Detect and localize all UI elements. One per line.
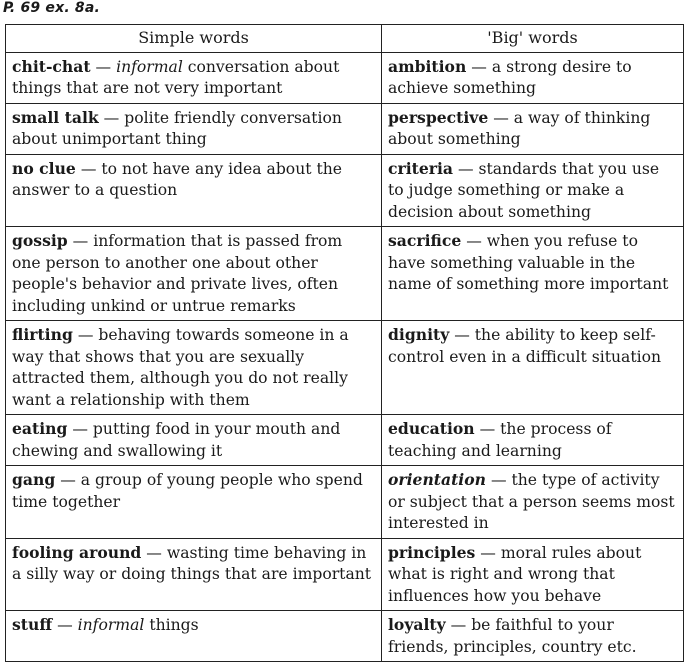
table-header-row xyxy=(6,25,684,53)
separator: — xyxy=(475,543,501,562)
simple-term: gang xyxy=(12,470,56,489)
big-term: loyalty xyxy=(388,615,446,634)
definition-text: a strong desire to achieve something xyxy=(388,57,632,97)
definition-text: the ability to keep self-control even in a difficult situation xyxy=(388,326,662,366)
separator: — xyxy=(75,159,102,178)
definition-text: a way of thinking about something xyxy=(388,108,651,148)
table-row xyxy=(6,321,684,415)
separator: — xyxy=(453,159,479,178)
big-term: dignity xyxy=(388,325,450,344)
separator: — xyxy=(485,471,512,489)
big-word-cell xyxy=(382,227,684,321)
definition-text: the process of teaching and learning xyxy=(388,420,612,460)
big-term: orientation xyxy=(388,470,486,489)
big-term: criteria xyxy=(388,158,454,178)
definition-text: the type of activity or subject that a person seems most interested in xyxy=(388,471,675,532)
simple-word-cell xyxy=(6,466,382,539)
definition-text: when you refuse to have something valuable in the name of something more important xyxy=(388,232,669,293)
separator: — xyxy=(90,57,117,76)
definition-text: conversation about things that are not very important xyxy=(12,57,340,97)
definition-text: behaving towards someone in a way that shows that you are sexually attracted them, although you do not really want a relationship with them xyxy=(12,326,349,409)
simple-term: gossip xyxy=(12,231,68,250)
simple-term: fooling around xyxy=(12,542,142,562)
simple-word-cell xyxy=(6,538,382,611)
big-word-cell xyxy=(382,103,684,154)
big-word-cell xyxy=(382,52,684,103)
separator: — xyxy=(488,108,514,127)
separator: — xyxy=(98,108,125,127)
definition-text: moral rules about what is right and wrong that influences how you behave xyxy=(388,543,642,605)
simple-word-cell xyxy=(6,103,382,154)
header-big-words: 'Big' words xyxy=(382,25,684,53)
big-term: principles xyxy=(388,542,476,562)
simple-term: eating xyxy=(12,419,68,438)
separator: — xyxy=(67,232,94,250)
simple-word-cell xyxy=(6,227,382,321)
simple-term: flirting xyxy=(12,325,73,344)
separator: — xyxy=(474,420,501,438)
usage-label: informal xyxy=(77,616,145,634)
separator: — xyxy=(466,57,492,76)
definition-text: polite friendly conversation about unimportant thing xyxy=(12,108,342,148)
simple-term: stuff xyxy=(12,615,53,634)
table-row xyxy=(6,415,684,466)
big-term: ambition xyxy=(388,56,467,76)
table-row xyxy=(6,538,684,611)
separator: — xyxy=(72,326,99,344)
separator: — xyxy=(449,326,475,344)
definition-text: things xyxy=(144,616,199,634)
header-simple-words: Simple words xyxy=(6,25,382,53)
simple-word-cell xyxy=(6,415,382,466)
big-word-cell xyxy=(382,466,684,539)
definition-text: be faithful to your friends, principles, country etc. xyxy=(388,616,637,656)
separator: — xyxy=(67,420,93,438)
table-row xyxy=(6,227,684,321)
definition-text: information that is passed from one person to another one about other people's behavior and private lives, often including unkind or untrue remarks xyxy=(12,232,343,315)
table-row xyxy=(6,466,684,539)
big-term: sacrifice xyxy=(388,231,462,250)
simple-word-cell xyxy=(6,154,382,227)
big-word-cell xyxy=(382,154,684,227)
simple-word-cell xyxy=(6,52,382,103)
table-row xyxy=(6,103,684,154)
definition-text: standards that you use to judge something or make a decision about something xyxy=(388,159,660,221)
usage-label: informal xyxy=(116,57,183,76)
definition-text: a group of young people who spend time together xyxy=(12,471,363,511)
big-term: perspective xyxy=(388,107,489,127)
definition-text: putting food in your mouth and chewing and swallowing it xyxy=(12,420,341,460)
separator: — xyxy=(55,471,81,489)
separator: — xyxy=(141,543,167,562)
simple-term: chit-chat xyxy=(12,56,91,76)
exercise-caption: P. 69 ex. 8a. xyxy=(3,0,101,16)
vocabulary-table xyxy=(5,24,684,662)
simple-term: small talk xyxy=(12,107,99,127)
big-word-cell xyxy=(382,415,684,466)
simple-term: no clue xyxy=(12,158,76,178)
separator: — xyxy=(445,616,472,634)
big-word-cell xyxy=(382,321,684,415)
table-row xyxy=(6,52,684,103)
definition-text: wasting time behaving in a silly way or doing things that are important xyxy=(12,543,372,583)
separator: — xyxy=(52,616,78,634)
simple-word-cell xyxy=(6,321,382,415)
definition-text: to not have any idea about the answer to a question xyxy=(12,159,343,199)
big-term: education xyxy=(388,419,475,438)
table-row xyxy=(6,154,684,227)
separator: — xyxy=(461,232,487,250)
big-word-cell xyxy=(382,538,684,611)
